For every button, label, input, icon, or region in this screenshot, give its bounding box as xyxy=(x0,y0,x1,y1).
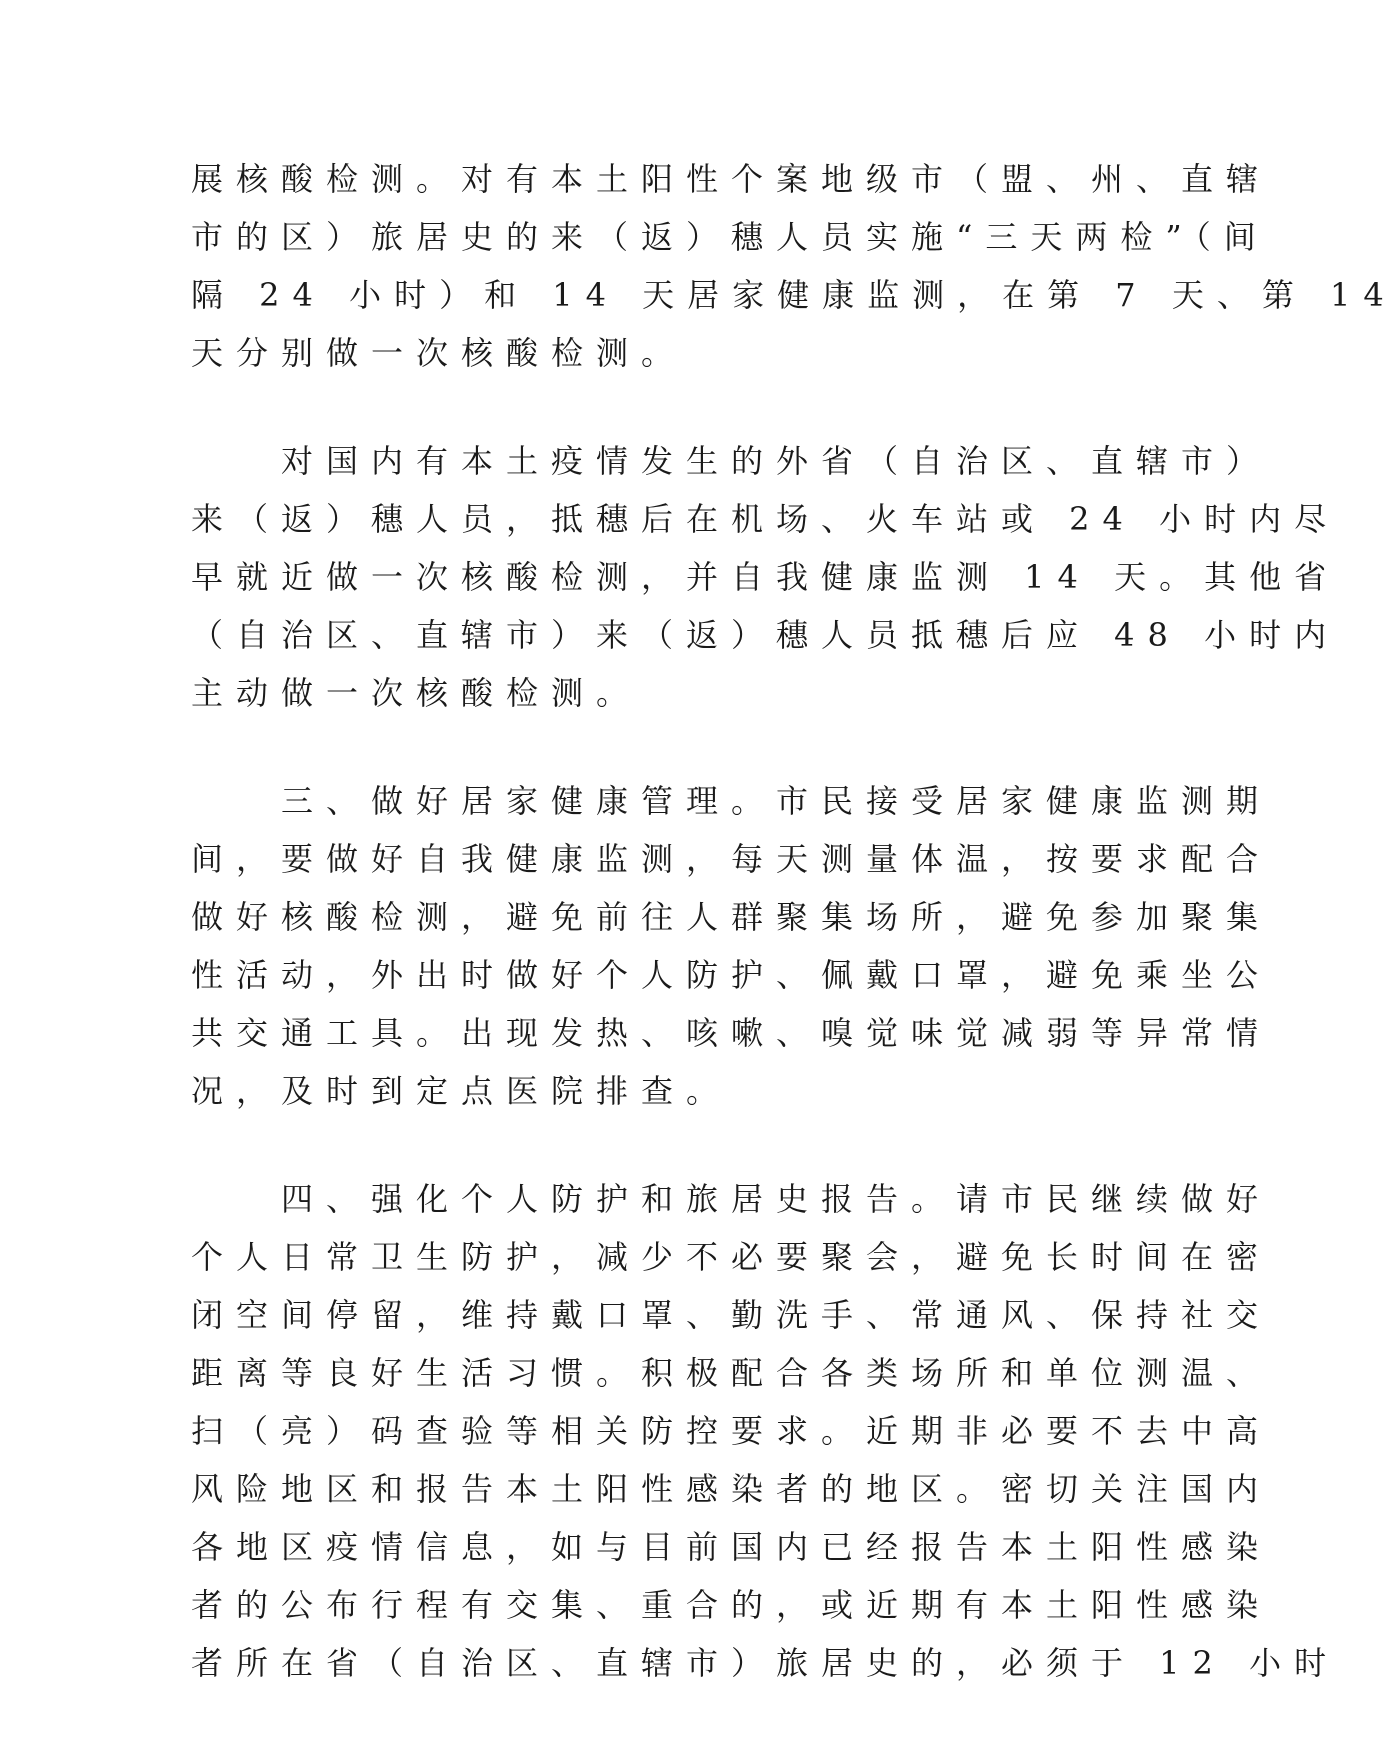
text-line: 做好核酸检测，避免前往人群聚集场所，避免参加聚集 xyxy=(191,898,1272,936)
text-line: 共交通工具。出现发热、咳嗽、嗅觉味觉减弱等异常情 xyxy=(191,1014,1272,1052)
paragraph-4-personal-protection xyxy=(191,1170,1340,1692)
text-line: 四、强化个人防护和旅居史报告。请市民继续做好 xyxy=(191,1180,1272,1218)
text-line: 性活动，外出时做好个人防护、佩戴口罩，避免乘坐公 xyxy=(191,956,1272,994)
paragraph-2 xyxy=(191,432,1340,722)
paragraph-spacer xyxy=(191,1120,1061,1170)
text-line: 市的区）旅居史的来（返）穗人员实施“三天两检”（间 xyxy=(191,218,1269,256)
paragraph-spacer xyxy=(191,722,1061,772)
text-line: （自治区、直辖市）来（返）穗人员抵穗后应 48 小时内 xyxy=(191,616,1340,654)
document-page xyxy=(191,150,1397,1692)
text-line: 个人日常卫生防护，减少不必要聚会，避免长时间在密 xyxy=(191,1238,1272,1276)
text-line: 扫（亮）码查验等相关防控要求。近期非必要不去中高 xyxy=(191,1412,1272,1450)
text-line: 各地区疫情信息，如与目前国内已经报告本土阳性感染 xyxy=(191,1528,1272,1566)
text-line: 况，及时到定点医院排查。 xyxy=(191,1072,732,1110)
text-line: 风险地区和报告本土阳性感染者的地区。密切关注国内 xyxy=(191,1470,1272,1508)
text-line: 天分别做一次核酸检测。 xyxy=(191,334,687,372)
text-line: 早就近做一次核酸检测，并自我健康监测 14 天。其他省 xyxy=(191,558,1340,596)
text-line: 来（返）穗人员，抵穗后在机场、火车站或 24 小时内尽 xyxy=(191,500,1340,538)
text-line: 对国内有本土疫情发生的外省（自治区、直辖市） xyxy=(191,442,1272,480)
paragraph-1 xyxy=(191,150,1397,382)
text-line: 者的公布行程有交集、重合的，或近期有本土阳性感染 xyxy=(191,1586,1272,1624)
text-line: 间，要做好自我健康监测，每天测量体温，按要求配合 xyxy=(191,840,1272,878)
text-line: 展核酸检测。对有本土阳性个案地级市（盟、州、直辖 xyxy=(191,160,1272,198)
text-line: 距离等良好生活习惯。积极配合各类场所和单位测温、 xyxy=(191,1354,1272,1392)
paragraph-spacer xyxy=(191,382,1061,432)
paragraph-3-home-health-management xyxy=(191,772,1272,1120)
text-line: 隔 24 小时）和 14 天居家健康监测，在第 7 天、第 14 xyxy=(191,276,1397,314)
text-line: 闭空间停留，维持戴口罩、勤洗手、常通风、保持社交 xyxy=(191,1296,1272,1334)
text-line: 主动做一次核酸检测。 xyxy=(191,674,642,712)
text-line: 者所在省（自治区、直辖市）旅居史的，必须于 12 小时 xyxy=(191,1644,1340,1682)
text-line: 三、做好居家健康管理。市民接受居家健康监测期 xyxy=(191,782,1272,820)
